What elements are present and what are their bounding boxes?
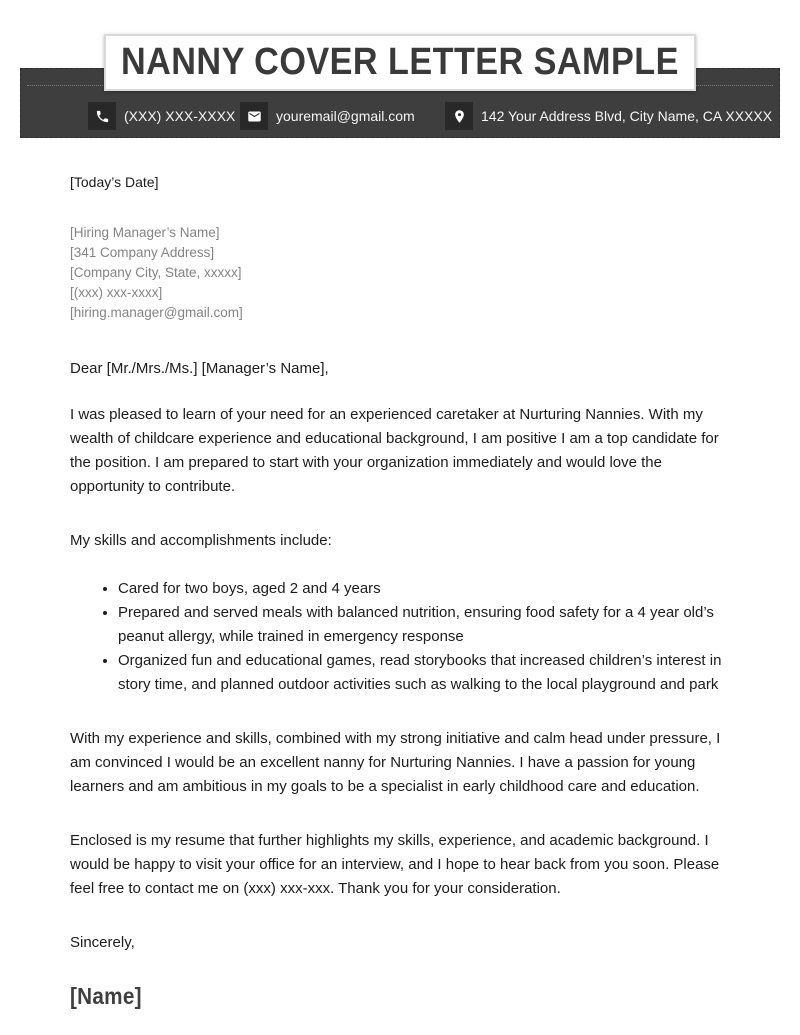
skills-list-item: • Organized fun and educational games, read storybooks that increased children’s interest in story time, and planned outdoor activities such as walking to the local playground and park <box>118 649 734 697</box>
recipient-line: [Company City, State, xxxxx] <box>70 265 242 280</box>
skills-list <box>70 577 734 697</box>
contact-address-text: 142 Your Address Blvd, City Name, CA XXXXX <box>481 108 773 124</box>
recipient-line: [(xxx) xxx-xxxx] <box>70 285 163 300</box>
skills-list-item: • Cared for two boys, aged 2 and 4 years <box>118 577 734 601</box>
recipient-line: [Hiring Manager’s Name] <box>70 225 220 240</box>
intro-paragraph: I was pleased to learn of your need for an experienced caretaker at Nurturing Nannies. With my wealth of childcare experience and educational background, I am positive I am a top candidate for the position. I am prepared to start with your organization immediately and would love the opportunity to contribute. <box>70 406 719 495</box>
skills-list-item: • Prepared and served meals with balanced nutrition, ensuring food safety for a 4 year old’s peanut allergy, while trained in emergency response <box>118 601 734 649</box>
recipient-line: [hiring.manager@gmail.com] <box>70 305 243 320</box>
title-banner <box>104 34 696 91</box>
recipient-block <box>70 223 734 323</box>
date-line: [Today’s Date] <box>70 174 159 190</box>
contact-email-text: youremail@gmail.com <box>276 108 415 124</box>
signature-name: [Name] <box>70 983 142 1009</box>
experience-paragraph: With my experience and skills, combined with my strong initiative and calm head under pressure, I am convinced I would be an excellent nanny for Nurturing Nannies. I have a passion for young learners and am ambitious in my goals to be a specialist in early childhood care and education. <box>70 730 721 795</box>
contact-phone <box>88 102 235 130</box>
contact-phone-text: (XXX) XXX-XXXX <box>124 108 236 124</box>
page-title: NANNY COVER LETTER SAMPLE <box>121 41 679 83</box>
phone-icon <box>88 102 116 130</box>
map-pin-icon <box>445 102 473 130</box>
contact-address <box>445 102 772 130</box>
letter-header <box>0 0 800 138</box>
closing-paragraph: Enclosed is my resume that further highlights my skills, experience, and academic background. I would be happy to visit your office for an interview, and I hope to hear back from you soon. Please feel free to contact me on (xxx) xxx-xxx. Thank you for your consideration. <box>70 832 720 897</box>
signoff: Sincerely, <box>70 934 135 951</box>
contact-email <box>240 102 415 130</box>
letter-body <box>70 173 734 1010</box>
envelope-icon <box>240 102 268 130</box>
recipient-line: [341 Company Address] <box>70 245 215 260</box>
skills-intro: My skills and accomplishments include: <box>70 532 332 549</box>
salutation: Dear [Mr./Mrs./Ms.] [Manager’s Name], <box>70 360 329 377</box>
